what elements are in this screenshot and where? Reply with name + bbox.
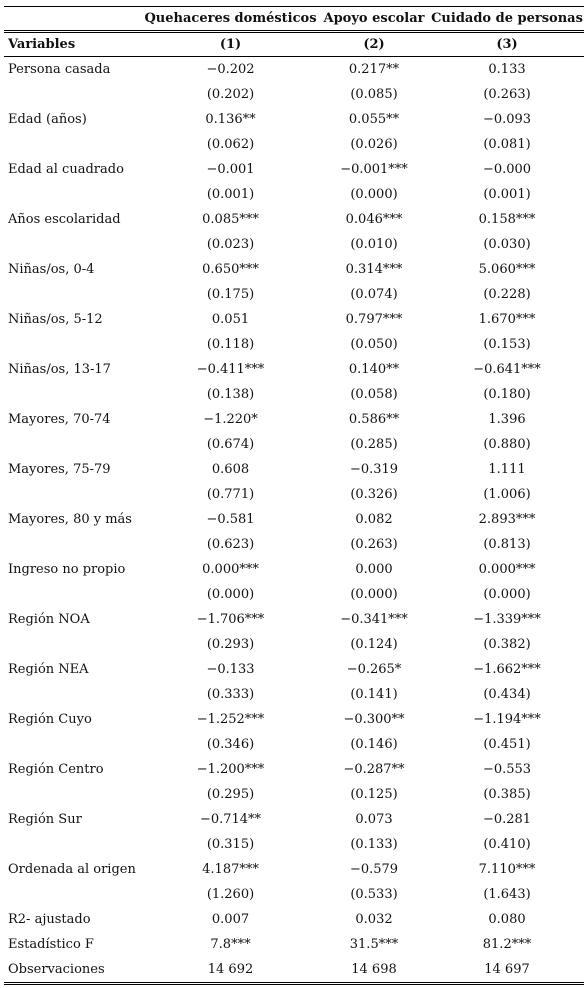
table-cell-col-1: 0.608 [211, 462, 250, 477]
table-cell-col-2: −0.001*** [340, 162, 408, 177]
table-row [4, 207, 584, 232]
table-cell-col-1: 0.000*** [202, 562, 259, 577]
table-cell-col-2: 0.073 [355, 812, 393, 827]
table-cell-col-3: (0.180) [483, 387, 531, 402]
table-cell-col-2: (0.050) [350, 337, 398, 352]
table-cell-col-2: 0.000 [355, 562, 393, 577]
table-row-stderr [4, 582, 584, 607]
variable-label [4, 632, 143, 657]
table-cell-col-1: 4.187*** [202, 862, 259, 877]
variable-label [4, 282, 143, 307]
table-cell-col-3: (0.451) [483, 737, 531, 752]
table-cell-col-3: (0.434) [483, 687, 531, 702]
table-cell-col-1: −1.220* [203, 412, 258, 427]
table-cell-col-2: −0.265* [346, 662, 402, 677]
variable-label [4, 182, 143, 207]
table-cell-col-2: 0.032 [355, 912, 393, 927]
table-row [4, 657, 584, 682]
table-cell-col-3: 5.060*** [478, 262, 536, 277]
table-row [4, 707, 584, 732]
variable-label: Región NOA [8, 612, 90, 627]
table-cell-col-1: −0.581 [206, 512, 255, 527]
variable-label [4, 832, 143, 857]
table-cell-col-1: −0.001 [206, 162, 255, 177]
table-cell-col-3: −1.339*** [473, 612, 541, 627]
table-cell-col-1: (0.000) [206, 587, 255, 602]
table-cell-col-1: (0.333) [206, 687, 255, 702]
table-row-stderr [4, 832, 584, 857]
table-cell-col-3: (1.643) [483, 887, 531, 902]
table-cell-col-1: (0.346) [206, 737, 255, 752]
table-cell-col-1: −0.133 [206, 662, 255, 677]
variable-label [4, 532, 143, 557]
table-row [4, 357, 584, 382]
table-cell-col-3: (0.385) [483, 787, 531, 802]
variable-label [4, 132, 143, 157]
table-cell-col-3: (0.410) [483, 837, 531, 852]
table-cell-col-2: (0.000) [350, 187, 398, 202]
table-cell-col-2: 14 698 [318, 957, 430, 984]
column-header-1: Quehaceres domésticos [143, 7, 318, 32]
table-cell-col-1: 14 692 [143, 957, 318, 984]
table-cell-col-2: (0.026) [350, 137, 398, 152]
table-cell-col-2: (0.326) [350, 487, 398, 502]
table-row-stderr [4, 782, 584, 807]
table-cell-col-2: (0.263) [350, 537, 398, 552]
variable-label [4, 732, 143, 757]
table-cell-col-1: −0.411*** [196, 362, 265, 377]
table-row-stderr [4, 332, 584, 357]
table-cell-col-1: 7.8*** [210, 937, 251, 952]
table-cell-col-3: −0.641*** [473, 362, 541, 377]
table-cell-col-2: (0.133) [350, 837, 398, 852]
variable-label: R2- ajustado [8, 912, 91, 927]
table-cell-col-2: (0.010) [350, 237, 398, 252]
table-row-stderr [4, 682, 584, 707]
table-row [4, 407, 584, 432]
table-cell-col-2: (0.285) [350, 437, 398, 452]
table-cell-col-3: (0.228) [483, 287, 531, 302]
table-cell-col-1: (0.623) [206, 537, 255, 552]
variable-label: Niñas/os, 13-17 [8, 362, 111, 377]
table-cell-col-2: (0.124) [350, 637, 398, 652]
variable-label: Edad al cuadrado [8, 162, 124, 177]
table-cell-col-3: 1.111 [488, 462, 526, 477]
table-body [4, 57, 584, 984]
table-cell-col-1: 0.136** [205, 112, 256, 127]
variables-label: Variables [4, 32, 143, 57]
table-row [4, 932, 584, 957]
header-blank-cell [4, 7, 143, 32]
table-cell-col-3: −0.093 [482, 112, 532, 127]
table-cell-col-3: (0.382) [483, 637, 531, 652]
table-cell-col-3: −0.000 [482, 162, 532, 177]
table-cell-col-1: −0.202 [206, 62, 255, 77]
table-cell-col-2: (0.058) [350, 387, 398, 402]
table-cell-col-3: 0.080 [488, 912, 526, 927]
variable-label [4, 482, 143, 507]
table-row [4, 907, 584, 932]
table-cell-col-2: −0.287** [343, 762, 405, 777]
column-number-3: (3) [430, 32, 584, 57]
table-row [4, 257, 584, 282]
variable-label: Edad (años) [8, 112, 87, 127]
table-cell-col-1: (0.062) [206, 137, 255, 152]
table-row-stderr [4, 432, 584, 457]
table-cell-col-3: 7.110*** [478, 862, 536, 877]
table-cell-col-1: (0.771) [206, 487, 255, 502]
table-cell-col-1: −1.706*** [196, 612, 265, 627]
table-cell-col-1: −1.200*** [196, 762, 265, 777]
table-cell-col-1: (0.293) [206, 637, 255, 652]
table-cell-col-2: 0.314*** [345, 262, 403, 277]
variable-label [4, 682, 143, 707]
table-row [4, 857, 584, 882]
table-cell-col-3: (0.001) [483, 187, 531, 202]
table-cell-col-1: (0.118) [206, 337, 255, 352]
variable-label [4, 582, 143, 607]
variable-label: Ingreso no propio [8, 562, 126, 577]
table-cell-col-1: (0.175) [206, 287, 255, 302]
table-cell-col-2: 0.140** [348, 362, 400, 377]
table-cell-col-3: (0.263) [483, 87, 531, 102]
variable-label: Región Cuyo [8, 712, 92, 727]
table-cell-col-2: (0.533) [350, 887, 398, 902]
variable-label: Estadístico F [8, 937, 94, 952]
table-row-stderr [4, 382, 584, 407]
table-cell-col-3: 0.158*** [478, 212, 536, 227]
table-cell-col-2: 0.586** [348, 412, 400, 427]
table-row-stderr [4, 882, 584, 907]
table-cell-col-3: (0.153) [483, 337, 531, 352]
variable-label [4, 882, 143, 907]
table-cell-col-3: (0.030) [483, 237, 531, 252]
regression-table [4, 6, 584, 985]
variable-label [4, 382, 143, 407]
table-cell-col-3: −1.194*** [473, 712, 541, 727]
table-row [4, 307, 584, 332]
table-cell-col-2: (0.146) [350, 737, 398, 752]
table-cell-col-3: 0.133 [488, 62, 526, 77]
table-row-stderr [4, 732, 584, 757]
table-row [4, 757, 584, 782]
variable-label: Mayores, 70-74 [8, 412, 111, 427]
table-cell-col-2: −0.319 [349, 462, 399, 477]
table-cell-col-2: −0.300** [343, 712, 405, 727]
table-cell-col-1: 0.085*** [202, 212, 259, 227]
table-row-stderr [4, 132, 584, 157]
table-cell-col-2: (0.000) [350, 587, 398, 602]
table-cell-col-3: (0.880) [483, 437, 531, 452]
variable-label: Niñas/os, 0-4 [8, 262, 95, 277]
table-cell-col-2: 0.082 [355, 512, 393, 527]
table-row-stderr [4, 182, 584, 207]
variable-label: Mayores, 80 y más [8, 512, 132, 527]
variable-label: Región Centro [8, 762, 104, 777]
table-cell-col-2: −0.579 [349, 862, 399, 877]
table-row-stderr [4, 82, 584, 107]
table-cell-col-1: (1.260) [206, 887, 255, 902]
variable-label [4, 82, 143, 107]
table-cell-col-2: 0.046*** [345, 212, 403, 227]
table-cell-col-3: 1.670*** [478, 312, 536, 327]
table-row [4, 507, 584, 532]
table-cell-col-1: (0.315) [206, 837, 255, 852]
table-cell-col-2: 0.797*** [345, 312, 403, 327]
table-cell-col-1: 0.051 [211, 312, 250, 327]
subheader-row [4, 32, 584, 57]
variable-label [4, 332, 143, 357]
table-cell-col-3: (0.813) [483, 537, 531, 552]
table-cell-col-1: (0.295) [206, 787, 255, 802]
header-row [4, 7, 584, 32]
table-cell-col-2: 0.217** [348, 62, 400, 77]
variable-label: Mayores, 75-79 [8, 462, 111, 477]
table-cell-col-2: 0.055** [348, 112, 400, 127]
column-header-2: Apoyo escolar [318, 7, 430, 32]
variable-label: Región Sur [8, 812, 82, 827]
variable-label [4, 782, 143, 807]
variable-label: Niñas/os, 5-12 [8, 312, 103, 327]
table-cell-col-1: (0.001) [206, 187, 255, 202]
table-row [4, 157, 584, 182]
table-row [4, 807, 584, 832]
table-cell-col-1: (0.138) [206, 387, 255, 402]
table-row [4, 457, 584, 482]
table-row [4, 957, 584, 984]
table-row-stderr [4, 532, 584, 557]
table-row-stderr [4, 482, 584, 507]
table-cell-col-1: −1.252*** [196, 712, 265, 727]
table-cell-col-3: 1.396 [488, 412, 526, 427]
table-cell-col-3: (0.081) [483, 137, 531, 152]
table-cell-col-1: (0.023) [206, 237, 255, 252]
variable-label: Región NEA [8, 662, 89, 677]
table-cell-col-3: 0.000*** [478, 562, 536, 577]
table-cell-col-2: −0.341*** [340, 612, 408, 627]
table-row [4, 557, 584, 582]
table-cell-col-2: (0.141) [350, 687, 398, 702]
table-cell-col-3: (1.006) [483, 487, 531, 502]
column-number-2: (2) [318, 32, 430, 57]
variable-label [4, 432, 143, 457]
table-cell-col-3: 2.893*** [478, 512, 536, 527]
table-row [4, 607, 584, 632]
variable-label: Ordenada al origen [8, 862, 136, 877]
variable-label [4, 232, 143, 257]
table-row-stderr [4, 632, 584, 657]
table-row [4, 57, 584, 83]
variable-label: Años escolaridad [8, 212, 121, 227]
variable-label: Observaciones [4, 957, 143, 984]
table-row-stderr [4, 232, 584, 257]
table-cell-col-3: −1.662*** [473, 662, 541, 677]
table-cell-col-2: (0.074) [350, 287, 398, 302]
column-header-3: Cuidado de personas [430, 7, 584, 32]
table-cell-col-3: (0.000) [483, 587, 531, 602]
table-row [4, 107, 584, 132]
table-cell-col-3: −0.281 [482, 812, 532, 827]
table-cell-col-2: (0.125) [350, 787, 398, 802]
table-cell-col-3: −0.553 [482, 762, 532, 777]
table-cell-col-2: (0.085) [350, 87, 398, 102]
table-cell-col-1: −0.714** [199, 812, 262, 827]
table-cell-col-1: (0.674) [206, 437, 255, 452]
table-cell-col-3: 81.2*** [482, 937, 532, 952]
column-number-1: (1) [143, 32, 318, 57]
variable-label: Persona casada [8, 62, 111, 77]
table-cell-col-1: 0.650*** [202, 262, 259, 277]
table-cell-col-1: 0.007 [211, 912, 250, 927]
table-cell-col-2: 31.5*** [349, 937, 399, 952]
table-cell-col-3: 14 697 [430, 957, 584, 984]
table-cell-col-1: (0.202) [206, 87, 255, 102]
table-row-stderr [4, 282, 584, 307]
